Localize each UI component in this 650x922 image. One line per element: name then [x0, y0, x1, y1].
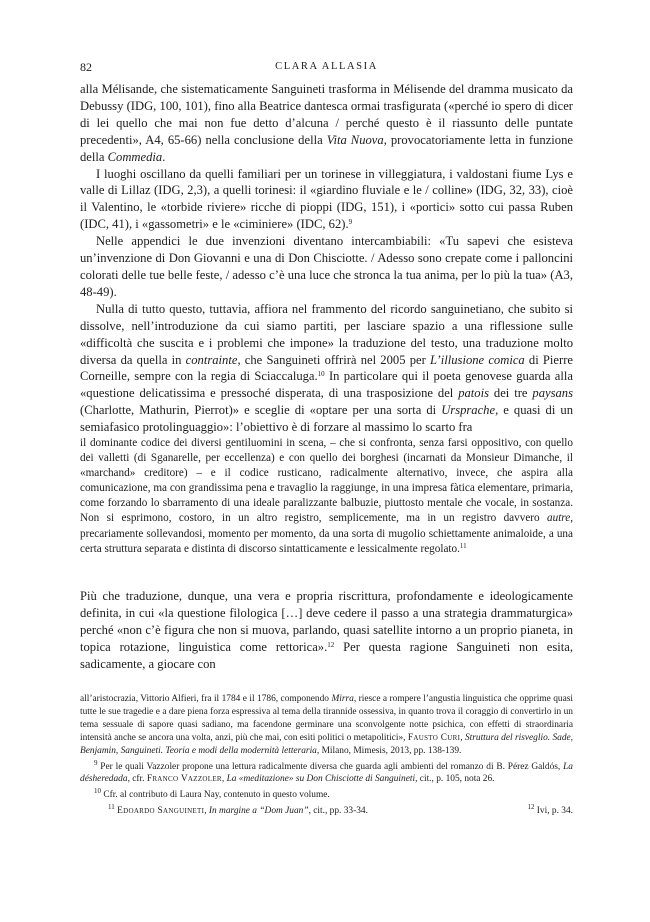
text-run: Commedia	[107, 149, 163, 164]
footnote-ref: 10	[317, 370, 325, 379]
text-run: Nelle appendici le due invenzioni diventano intercambiabili: «Tu sapevi che esisteva un’invenzione di Don Giovanni e una di Don Chisciotte. / Adesso sono crepate come i palloncini colorati delle tue belle feste, / adesso c’è una luce che stronca la tua anima, per lo più la tua» (A3, 48-49).	[80, 234, 573, 299]
text-run: , Milano, Mimesis, 2013, pp. 138-139.	[316, 745, 462, 756]
text-run: , che Sanguineti offrirà nel 2005 per	[237, 352, 431, 367]
text-run: La «meditazione» su Don Chisciotte di Sanguineti	[226, 774, 416, 785]
text-run: Ursprache	[441, 403, 496, 418]
text-run: Cfr. al contributo di Laura Nay, contenuto in questo volume.	[101, 790, 330, 801]
text-run: , provocatoriamente letta in funzione della	[80, 132, 573, 164]
text-run: ,	[460, 732, 465, 743]
text-run: Fausto Curi	[407, 732, 461, 743]
footnote-ref: 9	[94, 758, 98, 767]
text-run: La désheredada	[80, 761, 573, 785]
footnote-ref: 12	[327, 640, 335, 649]
footnote-ref: 12	[527, 803, 535, 812]
text-run: .	[162, 149, 166, 164]
text-run: Vita Nuova	[326, 132, 384, 147]
text-run: , e quasi di un semiafasico protolinguaggio»: l’obiettivo è di forzare al massimo lo scarto fra	[80, 403, 573, 435]
footnote-row	[80, 805, 573, 818]
text-run: Nulla di tutto questo, tuttavia, affiora nel frammento del ricordo sanguinetiano, che subito si dissolve, nell’introduzione da cui siamo partiti, per lasciare spazio a una riflessione sulle «difficoltà che suscita e i problemi che impone» la traduzione del testo, una traduzione molto diversa da quella in	[80, 301, 573, 367]
text-run: , riesce a rompere l’angustia linguistica che opprime quasi tutte le sue tragedie e a dare piena forza espressiva al tema della tirannide ossessiva, in quanto trova il coraggio di convertirlo in un tema sessuale di sapore quasi sadiano, ma facendone germinare una sconvolgente notte psichica, con effetti di straordinaria intensità anche se ancora una volta, anzi, più che mai, con esiti politici o metapolitici»,	[80, 694, 573, 743]
paragraph	[80, 81, 573, 166]
text-run: In margine a “Dom Juan”	[208, 806, 309, 817]
footnote-ref: 11	[459, 541, 467, 550]
text-run: , precariamente sollevandosi, momento per momento, da una sorta di mugolio schiettamente animaloide, a una certa struttura separata e distinta di discorso sintatticamente e lessicalmente regolato.	[80, 512, 573, 555]
text-run: L’illusione comica	[430, 352, 525, 367]
footnote-11	[94, 805, 368, 818]
text-run: autre	[547, 512, 571, 525]
text-run: patois	[458, 386, 489, 401]
running-head: CLARA ALLASIA	[275, 61, 378, 72]
footnote-ref: 9	[348, 218, 353, 227]
text-run: Per questa ragione Sanguineti non esita, sadicamente, a giocare con	[80, 639, 573, 671]
page-header	[80, 60, 573, 78]
paragraph-continued	[80, 588, 573, 673]
text-run: all’aristocrazia, Vittorio Alfieri, fra il 1784 e il 1786, componendo	[80, 694, 332, 704]
paragraph	[80, 301, 573, 436]
text-run: , cit., pp. 33-34.	[308, 806, 368, 817]
text-run: In particolare qui il poeta genovese guarda alla «questione delicatissima e pressoché disperata, di una trasposizione del	[80, 369, 573, 401]
footnote-12	[513, 805, 573, 818]
text-run: contrainte	[185, 352, 238, 367]
footnote-ref: 11	[108, 803, 115, 812]
footnote-10	[80, 789, 573, 802]
text-run: (Charlotte, Mathurin, Pierrot)» e sceglie di «optare per una sorta di	[80, 403, 442, 418]
block-quote	[80, 436, 573, 557]
text-run: Per le quali Vazzoler propone una lettura radicalmente diversa che guarda agli ambienti del romanzo di B. Pérez Galdós,	[97, 761, 564, 772]
text-run: , cfr.	[127, 774, 147, 785]
footnotes	[80, 693, 573, 818]
text-run: alla Mélisande, che sistematicamente Sanguineti trasforma in Mélisende del dramma musicato da Debussy (IDG, 100, 101), fino alla Beatrice dantesca ormai trasfigurata («perché io spero di dicer di lei quello che mai non fue detto d’alcuna / perché questo è il riassunto delle puntate precedenti», A4, 65-66) nella conclusione della	[80, 82, 573, 147]
text-run: , cit., p. 105, nota 26.	[415, 774, 495, 785]
text-run: Più che traduzione, dunque, una vera e propria riscrittura, profondamente e ideologicamente definita, in cui «la questione filologica […] deve cedere il passo a una strategia drammaturgica» perché «non c’è figura che non si muova, parlando, quasi satellite intorno a un proprio pianeta, in topica rotazione, linguistica come rettorica».	[80, 589, 573, 654]
text-run: dei tre	[489, 386, 533, 401]
text-run: ,	[221, 774, 227, 785]
text-run: paysans	[532, 386, 574, 401]
text-run: Struttura del risveglio. Sade, Benjamin, Sanguineti. Teoria e modi della modernità letteraria	[80, 732, 574, 756]
main-text	[80, 81, 573, 436]
text-run: ,	[204, 806, 209, 817]
text-run: Mirra	[331, 694, 354, 704]
footnote-ref: 10	[94, 787, 101, 796]
text-run: Franco Vazzoler	[146, 774, 222, 785]
text-run: I luoghi oscillano da quelli familiari per un torinese in villeggiatura, i valdostani fiume Lys e valle di Lillaz (IDG, 2,3), a quelli torinesi: il «giardino fluviale e le / colline» (IDG, 32, 33), cioè il Valentino, le «torbide riviere» ricche di pioppi (IDG, 151), i «portici» sotto cui passa Ruben (IDC, 41), i «gassometri» e le «ciminiere» (IDC, 62).	[80, 166, 573, 232]
text-run: Ivi, p. 34.	[534, 806, 573, 817]
footnote-9	[80, 758, 573, 787]
text-run: di Pierre Corneille, sempre con la regia di Sciaccaluga.	[80, 352, 573, 384]
paragraph	[80, 233, 573, 301]
text-run: Edoardo Sanguineti	[117, 806, 205, 817]
page-number: 82	[80, 60, 92, 74]
paragraph	[80, 166, 573, 234]
text-run: il dominante codice dei diversi gentiluomini in scena, – che si confronta, senza farsi oppositivo, con quello dei valletti (di Sganarelle, per eccellenza) e con quello dei borghesi (incarnati da Monsieur Dimanche, il «marchand» creditore) – e il codice rusticano, radicalmente alternativo, invece, che aspira alla comunicazione, ma con grandissima pena e travaglio la raggiunge, in una impresa fàtica elementare, primaria, come forzando lo sbarramento di una ideale paralizzante balbuzie, piuttosto mentale che vocale, in sostanza. Non si esprimono, costoro, in un altro registro, semplicemente, ma in un registro davvero	[80, 437, 573, 525]
footnote-carryover	[80, 693, 573, 758]
